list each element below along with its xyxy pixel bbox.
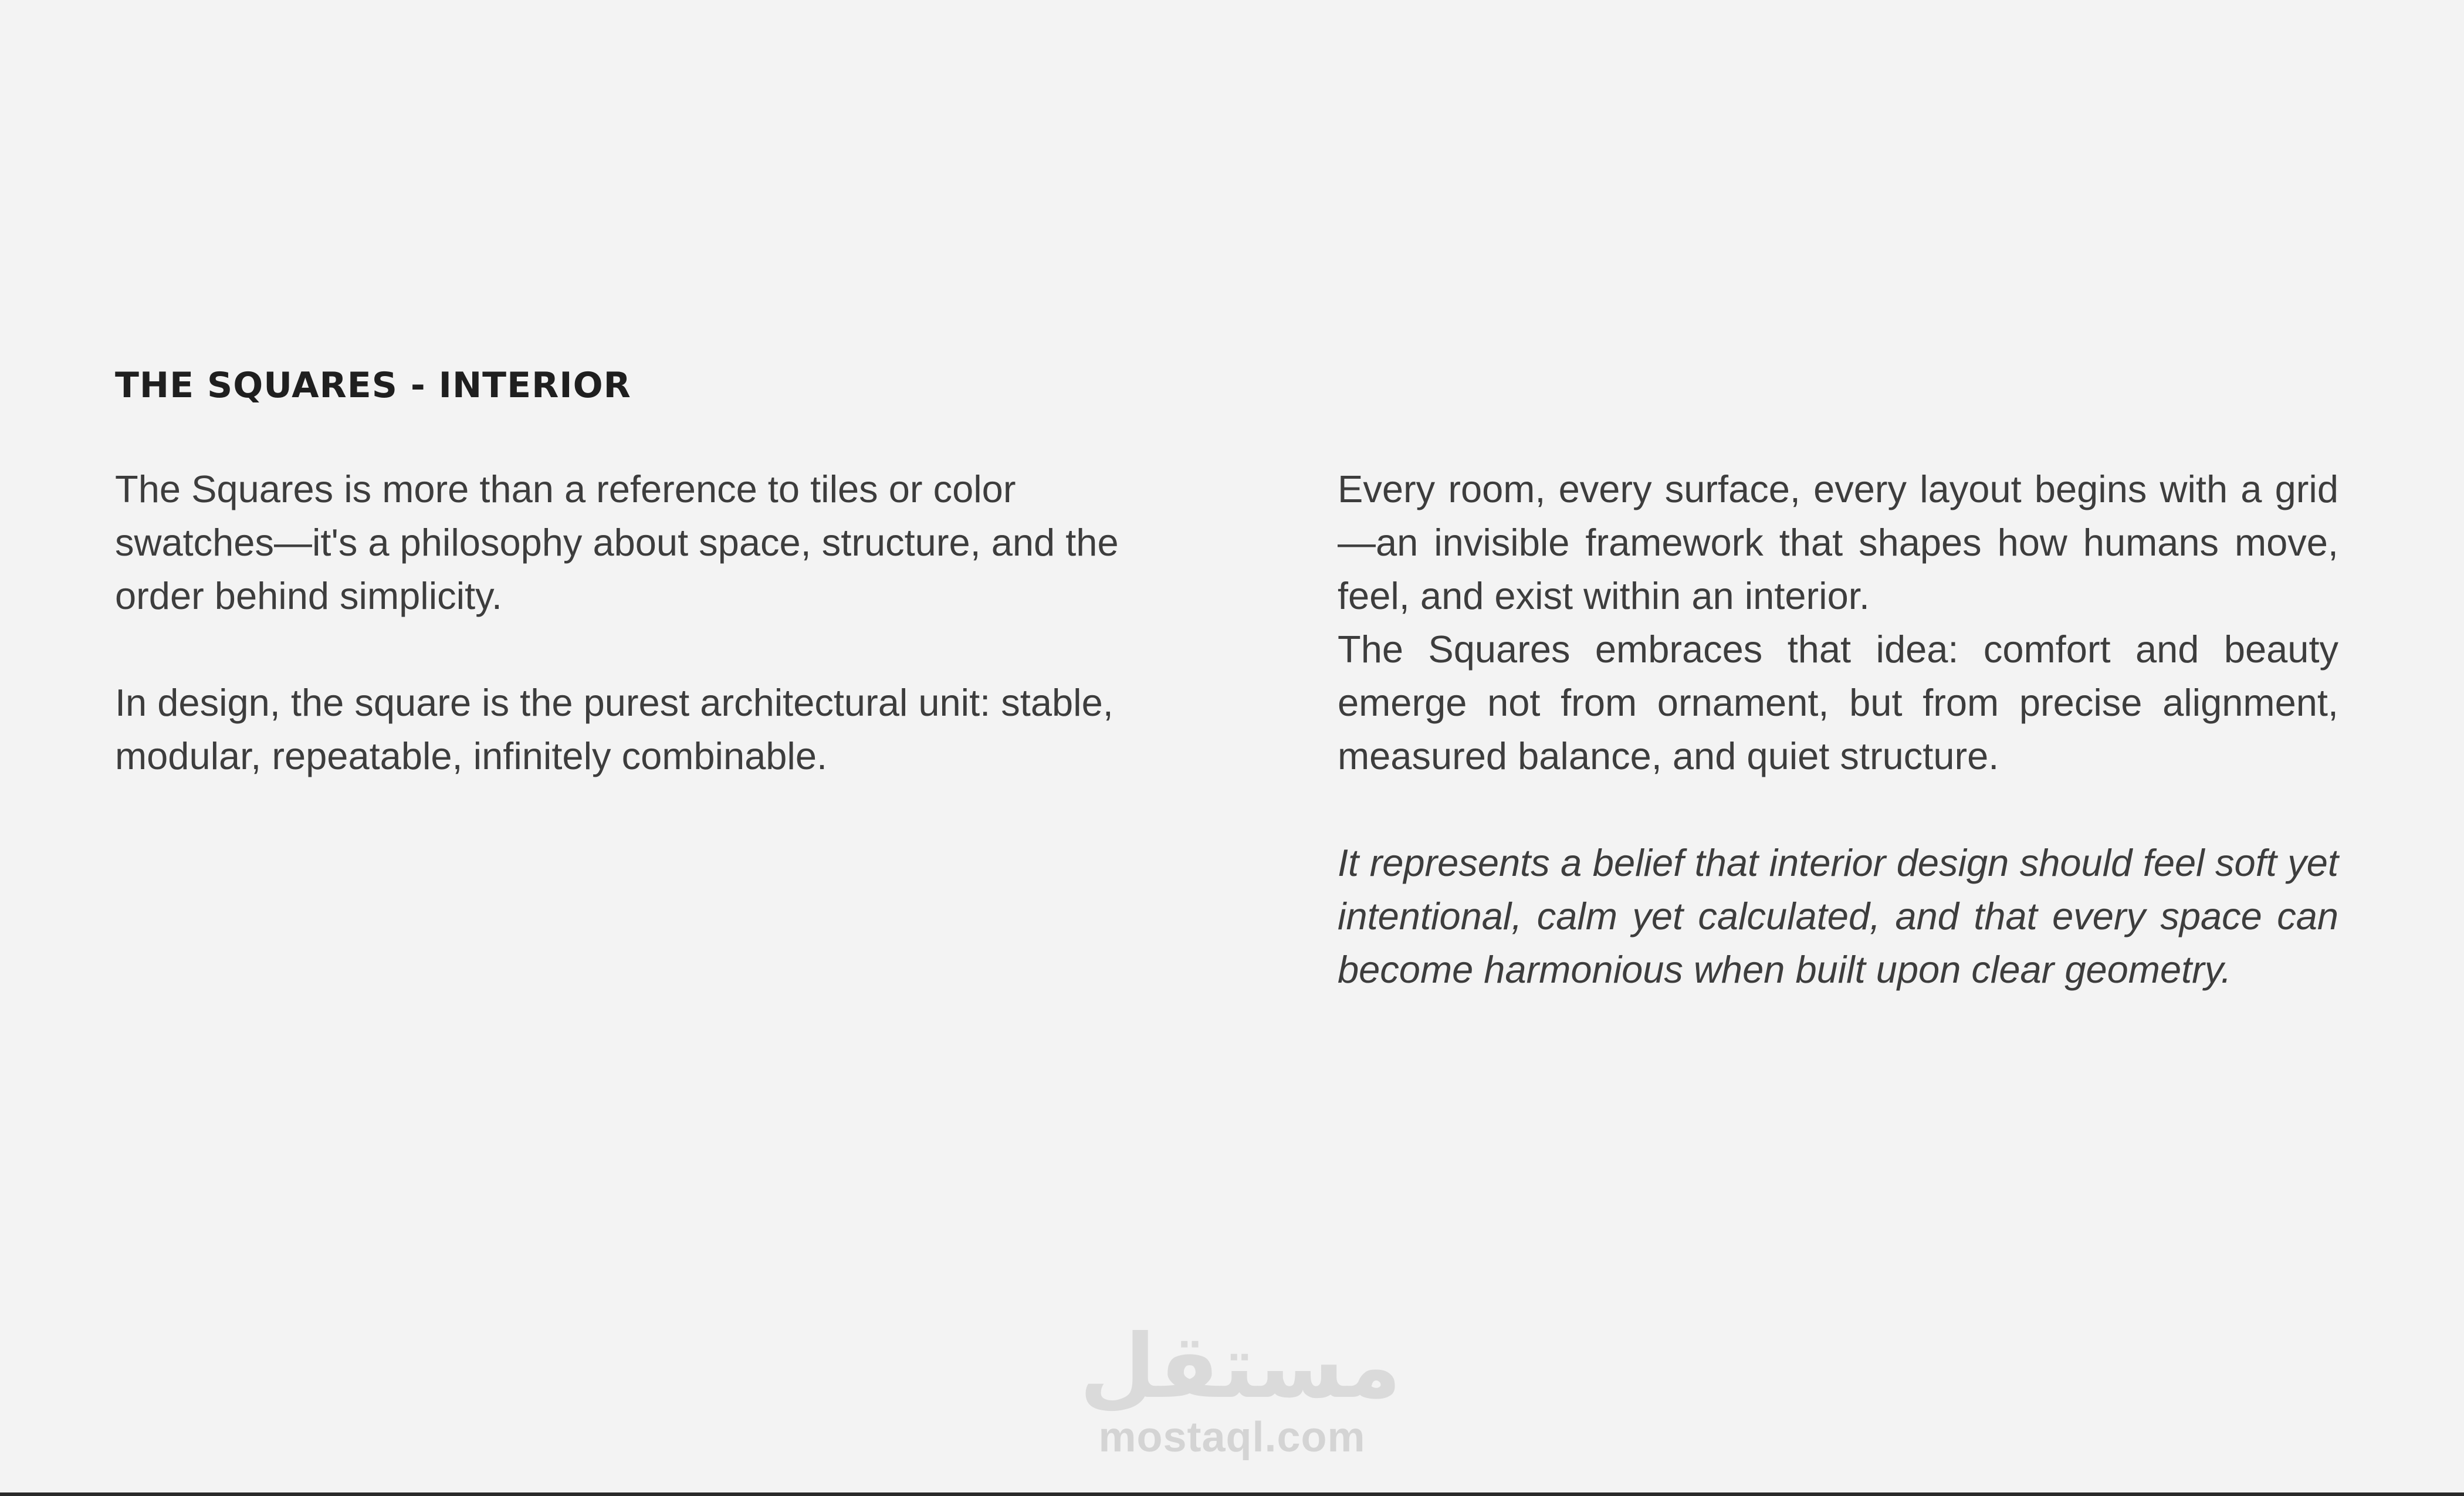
- left-column: [115, 462, 1124, 783]
- watermark-url: mostaql.com: [1098, 1414, 1366, 1461]
- right-paragraph-2: The Squares embraces that idea: comfort and beauty emerge not from ornament, but from precise alignment, measured balance, and quiet structure.: [1338, 628, 2338, 777]
- bottom-border: [0, 1492, 2464, 1496]
- right-column: [1338, 462, 2338, 996]
- document-title: THE SQUARES - INTERIOR: [115, 365, 631, 406]
- watermark-arabic-logo: مستقل: [1079, 1316, 1402, 1418]
- right-paragraph-1: Every room, every surface, every layout begins with a grid—an invisible framework that shapes how humans move, feel, and exist within an interior.: [1338, 468, 2338, 617]
- mostaql-watermark: [1079, 1316, 1402, 1461]
- right-paragraph-3-italic: It represents a belief that interior design should feel soft yet intentional, calm yet calculated, and that every space can become harmonious when built upon clear geometry.: [1338, 841, 2338, 991]
- left-paragraph-2: In design, the square is the purest architectural unit: stable, modular, repeatable, infinitely combinable.: [115, 681, 1113, 777]
- left-paragraph-1: The Squares is more than a reference to tiles or color swatches—it's a philosophy about space, structure, and the order behind simplicity.: [115, 468, 1119, 617]
